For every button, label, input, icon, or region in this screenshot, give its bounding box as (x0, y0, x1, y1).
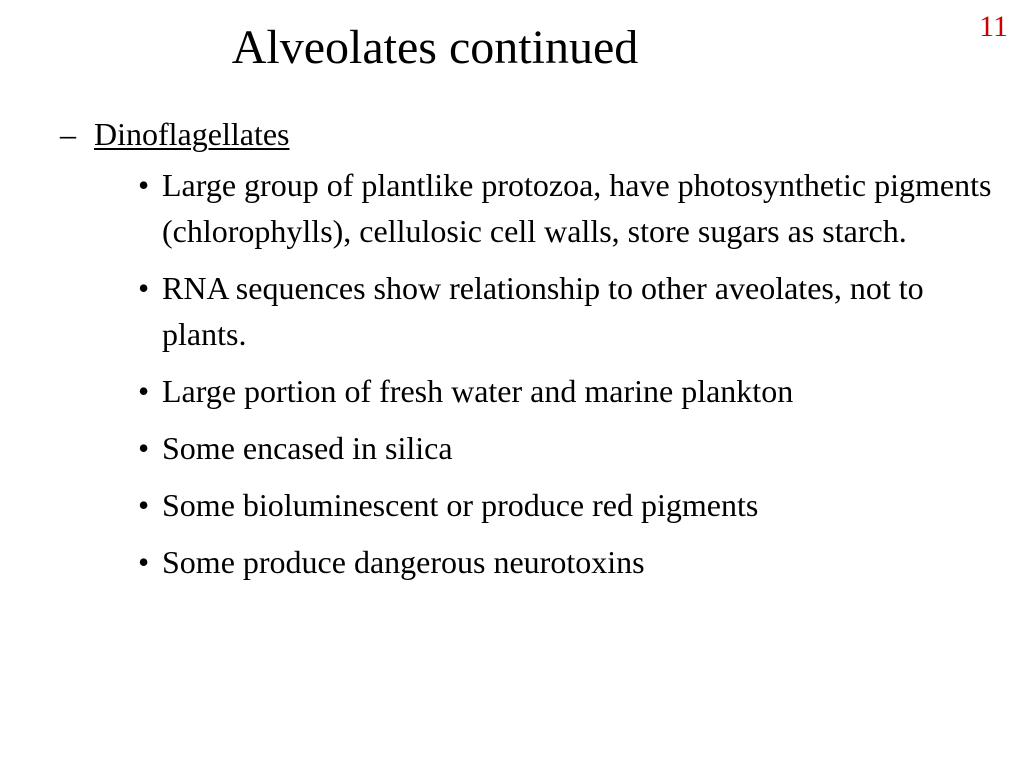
bullet-text: Some encased in silica (162, 430, 453, 466)
section-heading (58, 112, 1008, 156)
bullet-item (138, 368, 1008, 414)
bullet-marker: • (138, 544, 150, 580)
bullet-text: Large portion of fresh water and marine plankton (162, 373, 794, 409)
slide-content (58, 112, 1008, 596)
bullet-marker: • (138, 270, 150, 306)
bullet-marker: • (138, 373, 150, 409)
bullet-text: RNA sequences show relationship to other aveolates, not to plants. (162, 270, 924, 352)
bullet-text: Some produce dangerous neurotoxins (162, 544, 645, 580)
bullet-marker: • (138, 430, 150, 466)
section-label: Dinoflagellates (94, 116, 290, 152)
bullet-text: Large group of plantlike protozoa, have photosynthetic pigments (chlorophylls), cellulosic cell walls, store sugars as starch. (162, 167, 992, 249)
slide-number: 11 (979, 10, 1008, 43)
bullet-item (138, 265, 1008, 357)
bullet-item (138, 162, 1008, 254)
bullet-marker: • (138, 487, 150, 523)
bullet-item (138, 539, 1008, 585)
slide-title: Alveolates continued (231, 21, 639, 74)
bullet-item (138, 425, 1008, 471)
bullet-text: Some bioluminescent or produce red pigments (162, 487, 759, 523)
bullet-list (58, 162, 1008, 585)
bullet-item (138, 482, 1008, 528)
dash-marker: – (60, 116, 76, 152)
bullet-marker: • (138, 167, 150, 203)
